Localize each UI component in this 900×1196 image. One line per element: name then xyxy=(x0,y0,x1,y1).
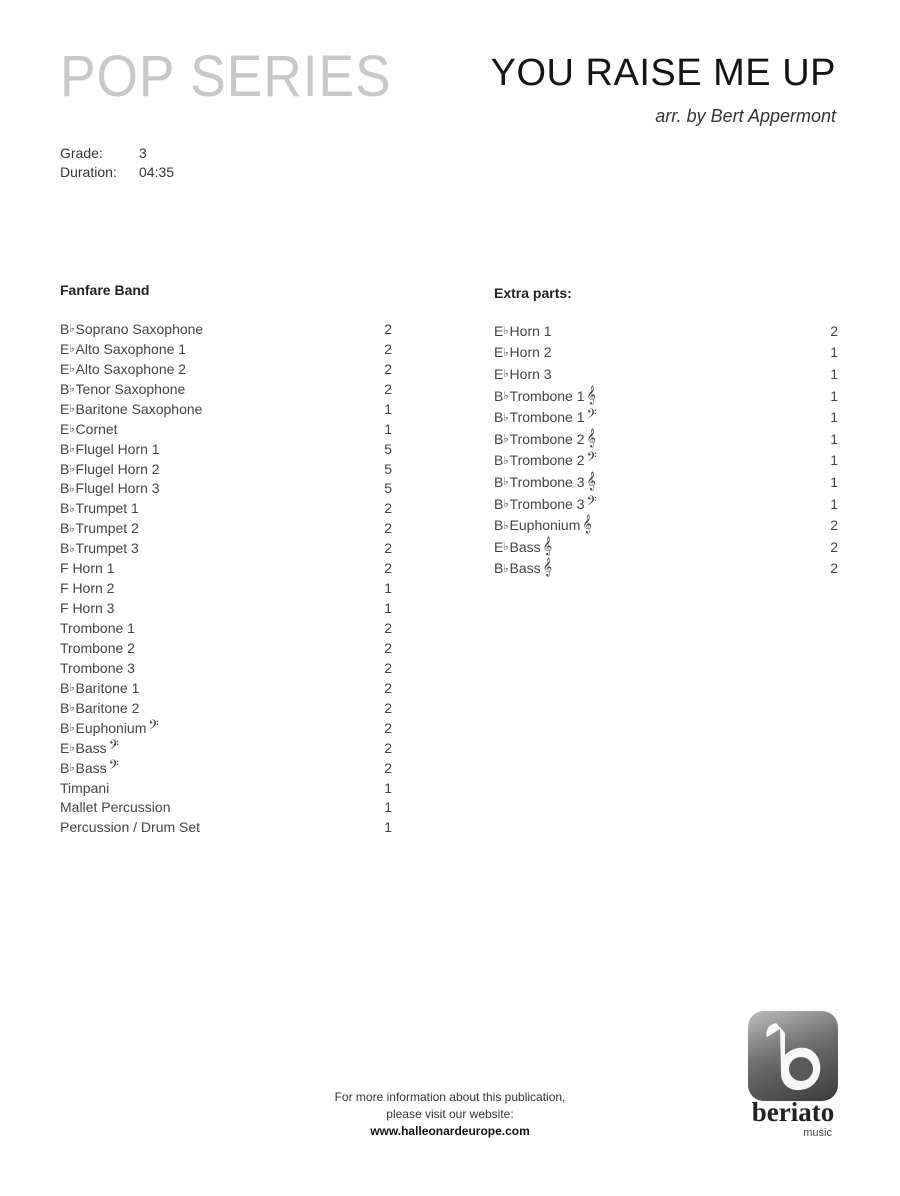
part-label: Flugel Horn 2 xyxy=(75,460,160,477)
logo-subtitle: music xyxy=(803,1127,832,1139)
part-name xyxy=(60,381,185,397)
part-key: B xyxy=(60,480,70,497)
part-name xyxy=(60,341,186,357)
part-key: E xyxy=(60,400,70,417)
part-label: Trumpet 2 xyxy=(75,520,139,537)
treble-clef-icon: 𝄞 xyxy=(542,537,553,555)
part-row xyxy=(60,638,392,658)
part-name xyxy=(60,560,114,576)
part-name xyxy=(494,452,597,468)
part-name xyxy=(60,480,160,496)
flat-sign-icon: ♭ xyxy=(69,383,75,396)
part-key: B xyxy=(60,679,70,696)
flat-sign-icon: ♭ xyxy=(503,325,509,338)
part-label: Trombone 3 xyxy=(509,495,585,512)
flat-sign-icon: ♭ xyxy=(503,433,509,446)
part-name xyxy=(60,740,119,756)
part-label: Horn 2 xyxy=(509,344,552,361)
part-quantity: 1 xyxy=(384,779,392,796)
part-quantity: 2 xyxy=(384,739,392,756)
part-row xyxy=(494,428,838,450)
part-key: E xyxy=(60,739,70,756)
flat-sign-icon: ♭ xyxy=(503,541,509,554)
part-row xyxy=(60,598,392,618)
treble-clef-icon: 𝄞 xyxy=(586,429,596,447)
flat-sign-icon: ♭ xyxy=(503,519,509,532)
part-row xyxy=(494,558,838,580)
part-quantity: 1 xyxy=(384,600,392,617)
part-quantity: 1 xyxy=(384,580,392,597)
bass-clef-icon: 𝄢 xyxy=(108,758,119,776)
part-label: Trombone 2 xyxy=(60,639,135,656)
flat-sign-icon: ♭ xyxy=(69,522,75,535)
part-label: Alto Saxophone 1 xyxy=(75,340,187,357)
part-label: Alto Saxophone 2 xyxy=(75,360,187,377)
part-key: E xyxy=(494,365,504,382)
part-row xyxy=(60,359,392,379)
part-quantity: 2 xyxy=(384,759,392,776)
piece-title: YOU RAISE ME UP xyxy=(490,52,836,94)
grade-label: Grade: xyxy=(60,144,103,161)
part-quantity: 1 xyxy=(384,799,392,816)
logo-wordmark: beriato xyxy=(751,1097,835,1127)
part-quantity: 2 xyxy=(830,517,838,534)
bass-clef-icon: 𝄢 xyxy=(586,451,597,469)
treble-clef-icon: 𝄞 xyxy=(586,386,596,404)
footer-line-1: For more information about this publication, xyxy=(334,1090,566,1104)
part-name xyxy=(494,517,592,533)
part-label: Bass xyxy=(75,739,107,756)
flat-sign-icon: ♭ xyxy=(69,682,75,695)
part-name xyxy=(494,323,552,339)
part-name xyxy=(60,640,135,656)
part-quantity: 2 xyxy=(384,380,392,397)
flat-sign-icon: ♭ xyxy=(69,343,75,356)
part-quantity: 2 xyxy=(384,320,392,337)
part-row xyxy=(494,493,838,515)
part-name xyxy=(60,401,202,417)
flat-sign-icon: ♭ xyxy=(503,498,509,511)
logo-b-glyph-icon xyxy=(748,1011,838,1101)
part-row xyxy=(60,678,392,698)
part-key: E xyxy=(494,538,504,555)
part-name xyxy=(60,760,119,776)
part-quantity: 2 xyxy=(384,679,392,696)
flat-sign-icon: ♭ xyxy=(69,463,75,476)
part-name xyxy=(494,366,552,382)
part-key: B xyxy=(60,380,70,397)
part-label: Euphonium xyxy=(75,719,147,736)
part-row xyxy=(60,399,392,419)
part-label: Bass xyxy=(509,560,541,577)
part-quantity: 5 xyxy=(384,460,392,477)
part-key: E xyxy=(60,360,70,377)
flat-sign-icon: ♭ xyxy=(69,423,75,436)
part-key: B xyxy=(60,440,70,457)
part-quantity: 1 xyxy=(384,819,392,836)
flat-sign-icon: ♭ xyxy=(69,443,75,456)
part-row xyxy=(60,518,392,538)
part-label: F Horn 2 xyxy=(60,580,115,597)
part-key: E xyxy=(60,340,70,357)
part-name xyxy=(60,700,139,716)
flat-sign-icon: ♭ xyxy=(69,502,75,515)
part-name xyxy=(60,680,139,696)
part-row xyxy=(60,479,392,499)
treble-clef-icon: 𝄞 xyxy=(586,472,596,490)
part-label: Bass xyxy=(75,759,107,776)
part-quantity: 5 xyxy=(384,480,392,497)
part-row xyxy=(60,379,392,399)
flat-sign-icon: ♭ xyxy=(503,411,509,424)
part-name xyxy=(494,409,597,425)
part-label: Trombone 1 xyxy=(509,409,585,426)
part-name xyxy=(494,560,552,576)
part-name xyxy=(494,474,596,490)
part-label: Baritone Saxophone xyxy=(75,400,203,417)
part-row xyxy=(494,536,838,558)
flat-sign-icon: ♭ xyxy=(69,702,75,715)
part-name xyxy=(494,431,596,447)
part-name xyxy=(60,780,109,796)
part-label: Trombone 1 xyxy=(509,387,585,404)
part-quantity: 2 xyxy=(830,560,838,577)
part-label: Cornet xyxy=(75,420,118,437)
part-name xyxy=(60,660,135,676)
treble-clef-icon: 𝄞 xyxy=(542,559,553,577)
part-key: B xyxy=(494,495,504,512)
part-key: E xyxy=(60,420,70,437)
part-quantity: 2 xyxy=(830,322,838,339)
part-key: B xyxy=(60,759,70,776)
bass-clef-icon: 𝄢 xyxy=(586,494,597,512)
flat-sign-icon: ♭ xyxy=(503,562,509,575)
part-label: Trumpet 1 xyxy=(75,500,139,517)
part-row xyxy=(60,538,392,558)
part-name xyxy=(494,388,596,404)
part-name xyxy=(60,520,139,536)
part-name xyxy=(60,580,114,596)
part-label: Flugel Horn 1 xyxy=(75,440,160,457)
part-name xyxy=(60,540,139,556)
duration-row xyxy=(60,162,174,181)
part-name xyxy=(60,421,118,437)
part-name xyxy=(60,819,200,835)
part-row xyxy=(60,698,392,718)
part-name xyxy=(60,441,160,457)
part-label: Timpani xyxy=(60,779,110,796)
flat-sign-icon: ♭ xyxy=(503,454,509,467)
part-row xyxy=(60,738,392,758)
part-name xyxy=(60,600,114,616)
part-row xyxy=(494,385,838,407)
part-key: B xyxy=(60,320,70,337)
part-row xyxy=(60,817,392,837)
bass-clef-icon: 𝄢 xyxy=(148,718,159,736)
flat-sign-icon: ♭ xyxy=(69,403,75,416)
part-row xyxy=(60,618,392,638)
part-label: F Horn 3 xyxy=(60,600,115,617)
part-row xyxy=(60,798,392,818)
part-name xyxy=(494,496,597,512)
part-label: Trumpet 3 xyxy=(75,540,139,557)
part-quantity: 2 xyxy=(384,540,392,557)
part-name xyxy=(60,321,203,337)
part-name xyxy=(60,500,139,516)
part-label: Horn 1 xyxy=(509,322,552,339)
part-key: B xyxy=(60,540,70,557)
part-row xyxy=(494,514,838,536)
treble-clef-icon: 𝄞 xyxy=(582,516,592,534)
part-row xyxy=(60,419,392,439)
part-row xyxy=(494,471,838,493)
part-key: B xyxy=(60,520,70,537)
part-key: B xyxy=(60,719,70,736)
part-quantity: 1 xyxy=(830,430,838,447)
arranger-credit: arr. by Bert Appermont xyxy=(655,106,836,126)
part-label: Soprano Saxophone xyxy=(75,320,204,337)
flat-sign-icon: ♭ xyxy=(503,346,509,359)
flat-sign-icon: ♭ xyxy=(69,762,75,775)
part-quantity: 1 xyxy=(384,400,392,417)
part-name xyxy=(60,720,159,736)
part-quantity: 1 xyxy=(830,473,838,490)
extra-parts-list xyxy=(494,320,838,579)
part-quantity: 2 xyxy=(384,639,392,656)
flat-sign-icon: ♭ xyxy=(69,722,75,735)
part-key: E xyxy=(494,322,504,339)
part-row xyxy=(60,558,392,578)
part-key: E xyxy=(494,344,504,361)
part-quantity: 5 xyxy=(384,440,392,457)
part-name xyxy=(494,344,552,360)
part-name xyxy=(60,620,135,636)
part-name xyxy=(60,799,171,815)
part-label: Bass xyxy=(509,538,541,555)
flat-sign-icon: ♭ xyxy=(69,323,75,336)
part-quantity: 1 xyxy=(830,387,838,404)
part-quantity: 2 xyxy=(384,360,392,377)
footer-line-2: please visit our website: xyxy=(386,1107,514,1121)
publisher-footer xyxy=(300,1089,600,1140)
part-row xyxy=(60,758,392,778)
bass-clef-icon: 𝄢 xyxy=(586,408,597,426)
part-row xyxy=(60,658,392,678)
part-quantity: 2 xyxy=(384,520,392,537)
part-row xyxy=(60,498,392,518)
part-quantity: 1 xyxy=(830,365,838,382)
part-quantity: 2 xyxy=(384,699,392,716)
part-quantity: 2 xyxy=(384,340,392,357)
part-row xyxy=(60,319,392,339)
part-label: Trombone 2 xyxy=(509,430,585,447)
part-key: B xyxy=(494,387,504,404)
grade-value: 3 xyxy=(139,144,147,161)
part-key: B xyxy=(60,460,70,477)
part-quantity: 2 xyxy=(830,538,838,555)
part-label: Euphonium xyxy=(509,517,581,534)
part-key: B xyxy=(494,473,504,490)
part-row xyxy=(60,778,392,798)
part-row xyxy=(494,320,838,342)
part-quantity: 1 xyxy=(384,420,392,437)
part-quantity: 2 xyxy=(384,620,392,637)
website-link[interactable]: www.halleonardeurope.com xyxy=(370,1124,530,1138)
part-name xyxy=(60,461,160,477)
part-label: Trombone 1 xyxy=(60,620,135,637)
part-label: Percussion / Drum Set xyxy=(60,819,201,836)
part-quantity: 1 xyxy=(830,344,838,361)
part-label: Trombone 3 xyxy=(60,659,135,676)
part-quantity: 2 xyxy=(384,500,392,517)
fanfare-band-heading: Fanfare Band xyxy=(60,282,150,298)
piece-meta xyxy=(60,143,174,181)
part-row xyxy=(494,363,838,385)
part-row xyxy=(60,439,392,459)
part-key: B xyxy=(494,452,504,469)
part-quantity: 1 xyxy=(830,495,838,512)
part-key: B xyxy=(60,699,70,716)
part-quantity: 2 xyxy=(384,659,392,676)
flat-sign-icon: ♭ xyxy=(69,742,75,755)
part-key: B xyxy=(494,409,504,426)
part-label: Trombone 2 xyxy=(509,452,585,469)
part-row xyxy=(60,339,392,359)
flat-sign-icon: ♭ xyxy=(69,363,75,376)
part-name xyxy=(60,361,186,377)
flat-sign-icon: ♭ xyxy=(503,390,509,403)
bass-clef-icon: 𝄢 xyxy=(108,738,119,756)
part-quantity: 2 xyxy=(384,719,392,736)
part-row xyxy=(494,406,838,428)
flat-sign-icon: ♭ xyxy=(503,476,509,489)
part-label: Baritone 1 xyxy=(75,679,140,696)
part-row xyxy=(60,718,392,738)
flat-sign-icon: ♭ xyxy=(69,482,75,495)
part-label: Flugel Horn 3 xyxy=(75,480,160,497)
part-label: Tenor Saxophone xyxy=(75,380,186,397)
part-key: B xyxy=(494,430,504,447)
fanfare-parts-list xyxy=(60,319,392,837)
part-quantity: 1 xyxy=(830,409,838,426)
part-row xyxy=(60,459,392,479)
flat-sign-icon: ♭ xyxy=(503,368,509,381)
part-label: Baritone 2 xyxy=(75,699,140,716)
grade-row xyxy=(60,143,174,162)
beriato-logo-icon xyxy=(748,1011,838,1101)
part-row xyxy=(60,578,392,598)
part-row xyxy=(494,342,838,364)
part-key: B xyxy=(60,500,70,517)
part-label: Horn 3 xyxy=(509,365,552,382)
extra-parts-heading: Extra parts: xyxy=(494,285,572,301)
part-key: B xyxy=(494,517,504,534)
flat-sign-icon: ♭ xyxy=(69,542,75,555)
duration-value: 04:35 xyxy=(139,163,175,180)
part-row xyxy=(494,450,838,472)
part-quantity: 1 xyxy=(830,452,838,469)
part-key: B xyxy=(494,560,504,577)
part-label: F Horn 1 xyxy=(60,560,115,577)
part-label: Trombone 3 xyxy=(509,473,585,490)
part-label: Mallet Percussion xyxy=(60,799,171,816)
part-name xyxy=(494,539,552,555)
series-label: POP SERIES xyxy=(60,44,392,109)
part-quantity: 2 xyxy=(384,560,392,577)
duration-label: Duration: xyxy=(60,163,117,180)
